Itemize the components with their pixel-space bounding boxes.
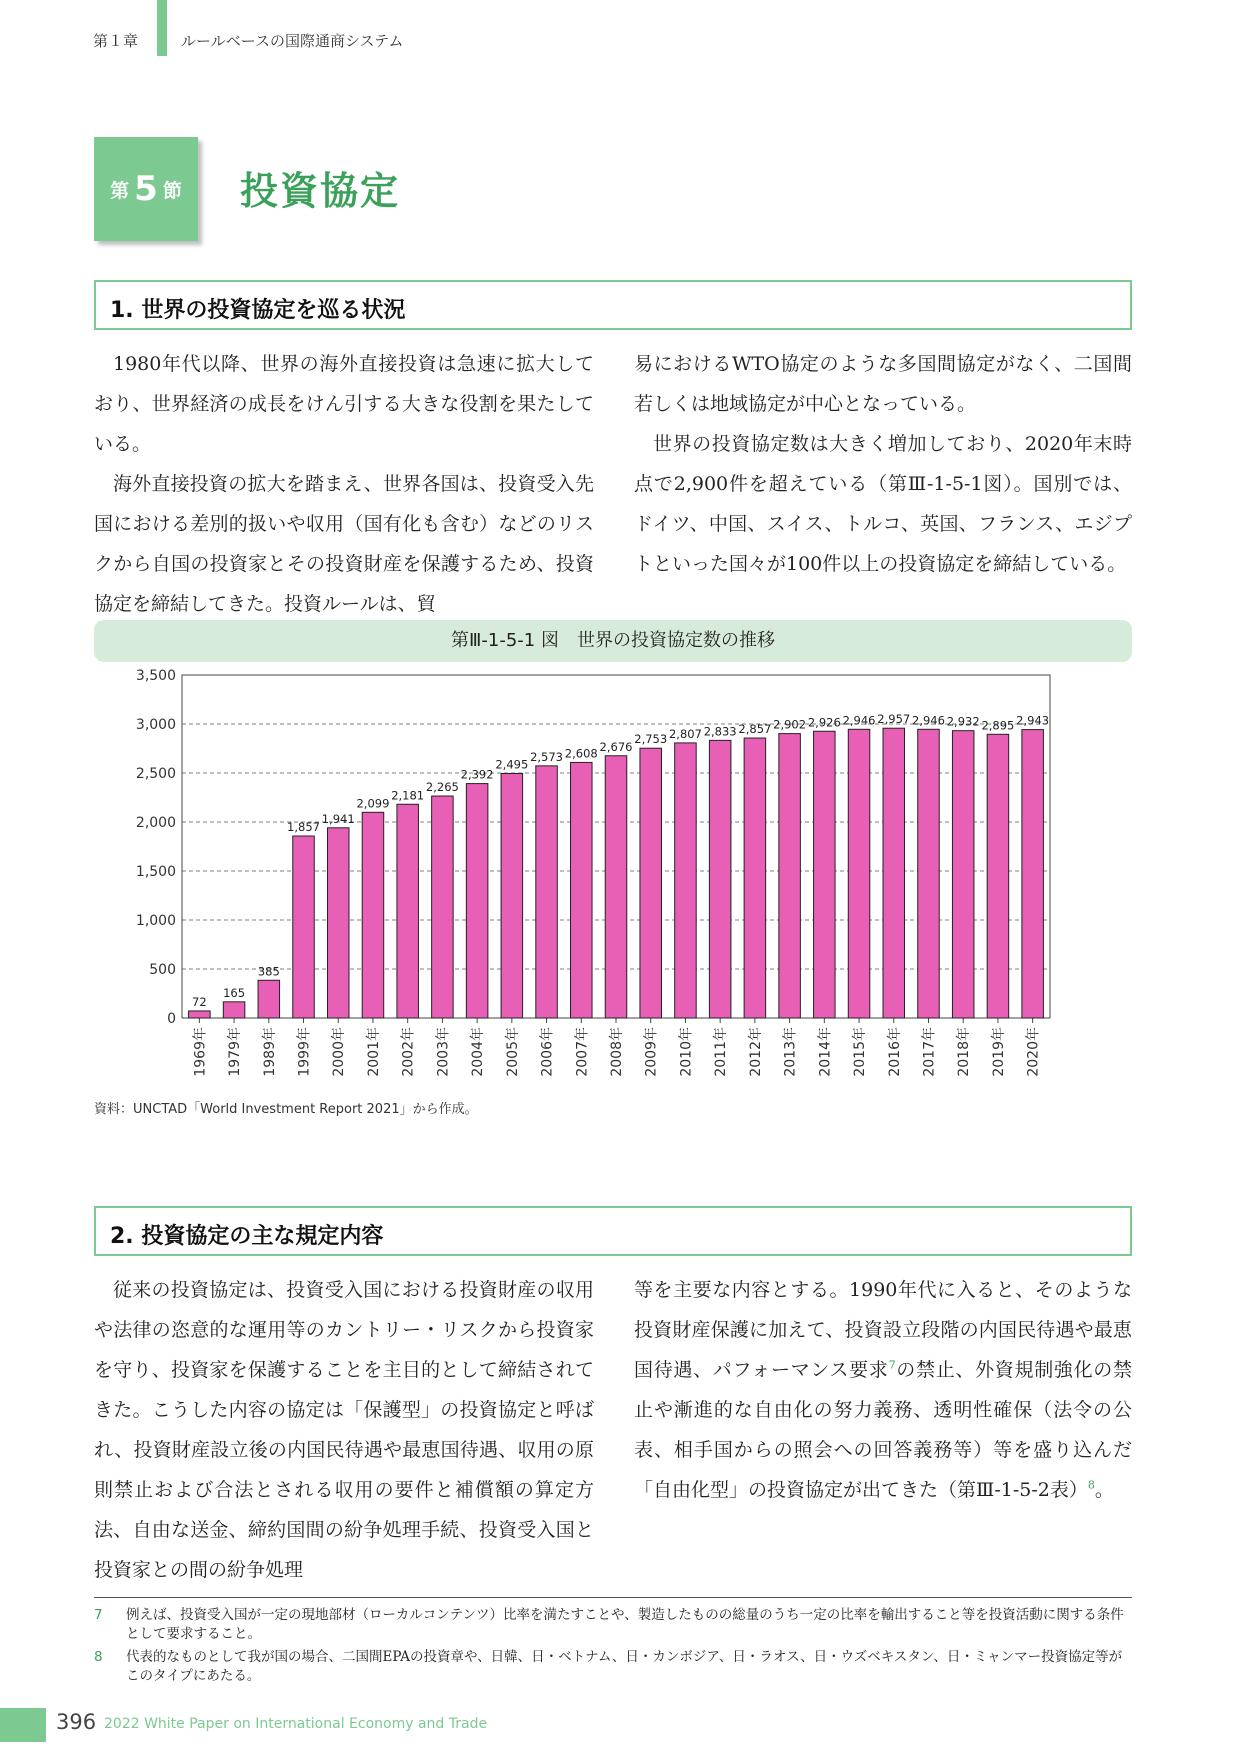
bar bbox=[466, 784, 488, 1018]
x-tick-label: 1999年 bbox=[296, 1027, 313, 1077]
header-accent-bar bbox=[157, 0, 167, 56]
text-run: 。 bbox=[1094, 1479, 1114, 1501]
y-tick-label: 0 bbox=[167, 1011, 176, 1027]
footnote-number: 8 bbox=[94, 1649, 103, 1665]
footnote-number: 7 bbox=[94, 1607, 103, 1623]
bar-value-label: 2,857 bbox=[738, 722, 772, 737]
y-tick-label: 3,500 bbox=[135, 668, 176, 684]
x-tick-label: 2010年 bbox=[678, 1027, 695, 1077]
footnote-text: 例えば、投資受入国が一定の現地部材（ローカルコンテンツ）比率を満たすことや、製造したものの総量のうち一定の比率を輸出すること等を投資活動に関する条件として要求すること。 bbox=[126, 1607, 1124, 1642]
sub1-left-column bbox=[94, 344, 594, 624]
sub1-right-column bbox=[634, 344, 1132, 584]
x-tick-label: 2012年 bbox=[747, 1027, 764, 1077]
bar-value-label: 2,573 bbox=[530, 749, 564, 764]
y-tick-label: 1,000 bbox=[135, 913, 176, 929]
x-tick-label: 2002年 bbox=[400, 1027, 417, 1077]
bar-value-label: 2,895 bbox=[981, 718, 1015, 733]
footer-accent-bar bbox=[0, 1708, 46, 1742]
x-tick-label: 2003年 bbox=[435, 1027, 452, 1077]
footnote-divider bbox=[94, 1597, 1132, 1598]
bar bbox=[952, 731, 974, 1018]
bar bbox=[397, 804, 419, 1018]
bar bbox=[189, 1011, 211, 1018]
bar bbox=[536, 766, 558, 1018]
x-tick-label: 1969年 bbox=[192, 1027, 209, 1077]
x-tick-label: 2011年 bbox=[713, 1027, 730, 1077]
x-tick-label: 2009年 bbox=[643, 1027, 660, 1077]
bar-value-label: 2,608 bbox=[564, 746, 598, 761]
chart-bars bbox=[189, 728, 1044, 1018]
bar-value-label: 2,946 bbox=[842, 713, 876, 728]
bar bbox=[744, 738, 766, 1018]
bar bbox=[675, 743, 697, 1018]
bar bbox=[327, 828, 349, 1018]
subsection-heading-2-text: 2. 投資協定の主な規定内容 bbox=[110, 1224, 384, 1249]
bar-value-label: 385 bbox=[257, 964, 280, 979]
bar bbox=[814, 731, 836, 1018]
bar-value-label: 2,807 bbox=[668, 726, 702, 741]
bar-value-label: 2,926 bbox=[807, 715, 841, 730]
x-tick-label: 2017年 bbox=[921, 1027, 938, 1077]
bar bbox=[501, 773, 523, 1018]
chapter-label: 第１章 bbox=[93, 32, 139, 50]
badge-number: 5 bbox=[134, 169, 158, 209]
x-tick-label: 2015年 bbox=[852, 1027, 869, 1077]
y-tick-label: 500 bbox=[149, 962, 176, 978]
bar-value-label: 2,099 bbox=[356, 796, 390, 811]
badge-suffix: 節 bbox=[162, 179, 182, 202]
bar bbox=[432, 796, 454, 1018]
bar bbox=[223, 1002, 245, 1018]
y-tick-label: 2,000 bbox=[135, 815, 176, 831]
figure-caption: 第Ⅲ-1-5-1 図 世界の投資協定数の推移 bbox=[94, 620, 1132, 662]
bar-value-label: 72 bbox=[192, 994, 207, 1009]
paragraph: 1980年代以降、世界の海外直接投資は急速に拡大しており、世界経済の成長をけん引する大きな役割を果たしている。 bbox=[94, 353, 594, 455]
paragraph: 世界の投資協定数は大きく増加しており、2020年末時点で2,900件を超えている（第Ⅲ-1-5-1図）。国別では、ドイツ、中国、スイス、トルコ、英国、フランス、エジプトといった国々が100件以上の投資協定を締結している。 bbox=[634, 433, 1132, 575]
bar-value-label: 2,181 bbox=[391, 788, 425, 803]
y-tick-label: 1,500 bbox=[135, 864, 176, 880]
x-tick-label: 2005年 bbox=[504, 1027, 521, 1077]
x-tick-label: 2008年 bbox=[609, 1027, 625, 1077]
subsection-heading-1 bbox=[94, 280, 1132, 330]
bar bbox=[293, 836, 315, 1018]
footnote-7 bbox=[94, 1606, 1132, 1646]
bar-value-label: 2,932 bbox=[946, 714, 980, 729]
bar-value-label: 1,941 bbox=[321, 811, 355, 826]
bar-value-label: 2,833 bbox=[703, 724, 737, 739]
bar-value-label: 2,957 bbox=[877, 712, 911, 727]
page-number: 396 bbox=[56, 1710, 97, 1734]
bar-value-label: 2,676 bbox=[599, 739, 633, 754]
bar bbox=[640, 748, 662, 1018]
text-run: 等を主要な内容とする。1990年代に入ると、そのような投資財産保護に加えて、投資設立段階の内国民待遇や最恵国待遇、パフォーマンス要求 bbox=[634, 1279, 1132, 1381]
bar-value-label: 2,495 bbox=[495, 757, 529, 772]
paragraph: 易におけるWTO協定のような多国間協定がなく、二国間若しくは地域協定が中心となっている。 bbox=[634, 353, 1132, 415]
section-badge bbox=[94, 137, 198, 241]
paragraph: 海外直接投資の拡大を踏まえ、世界各国は、投資受入先国における差別的扱いや収用（国有化も含む）などのリスクから自国の投資家とその投資財産を保護するため、投資協定を締結してきた。投資ルールは、貿 bbox=[94, 473, 594, 615]
bar bbox=[709, 740, 731, 1018]
x-tick-label: 2016年 bbox=[886, 1027, 903, 1077]
bar bbox=[605, 756, 627, 1018]
footnote-8 bbox=[94, 1648, 1132, 1688]
x-tick-label: 2001年 bbox=[365, 1027, 382, 1077]
x-tick-label: 1979年 bbox=[227, 1027, 244, 1077]
bar-value-label: 2,392 bbox=[460, 767, 494, 782]
bar bbox=[883, 728, 905, 1018]
bar-value-label: 165 bbox=[223, 985, 246, 1000]
bar bbox=[362, 812, 384, 1018]
x-tick-label: 2018年 bbox=[956, 1027, 973, 1077]
subsection-heading-2 bbox=[94, 1206, 1132, 1256]
y-tick-label: 2,500 bbox=[135, 766, 176, 782]
bar-value-label: 2,753 bbox=[634, 732, 668, 747]
bar-value-label: 2,902 bbox=[773, 717, 807, 732]
bar bbox=[571, 762, 593, 1018]
bar bbox=[1022, 730, 1044, 1018]
footnote-ref-8[interactable]: 8 bbox=[1087, 1478, 1095, 1492]
figure-source: 資料：UNCTAD「World Investment Report 2021」から作成。 bbox=[94, 1102, 478, 1117]
x-tick-label: 2019年 bbox=[990, 1027, 1007, 1077]
bar bbox=[987, 734, 1009, 1018]
chapter-title: ルールベースの国際通商システム bbox=[181, 32, 404, 50]
bar bbox=[918, 729, 940, 1018]
sub2-left-column bbox=[94, 1270, 594, 1590]
footer-title: 2022 White Paper on International Economy and Trade bbox=[104, 1716, 488, 1732]
section-title: 投資協定 bbox=[240, 168, 401, 213]
x-tick-label: 2014年 bbox=[817, 1027, 834, 1077]
x-tick-label: 2020年 bbox=[1025, 1027, 1042, 1077]
bar-value-label: 2,265 bbox=[425, 780, 459, 795]
bar bbox=[779, 734, 801, 1018]
x-tick-label: 2013年 bbox=[782, 1027, 799, 1077]
paragraph bbox=[634, 1270, 1132, 1510]
bar bbox=[848, 729, 870, 1018]
sub2-right-column bbox=[634, 1270, 1132, 1510]
x-tick-label: 2007年 bbox=[574, 1027, 591, 1077]
bar-value-label: 2,946 bbox=[912, 713, 945, 728]
footnote-ref-7[interactable]: 7 bbox=[888, 1358, 896, 1372]
subsection-heading-1-text: 1. 世界の投資協定を巡る状況 bbox=[110, 298, 406, 323]
badge-prefix: 第 bbox=[110, 179, 130, 202]
x-tick-label: 1989年 bbox=[261, 1027, 278, 1077]
bar-chart bbox=[120, 665, 1080, 1095]
x-tick-label: 2000年 bbox=[331, 1027, 348, 1077]
bar bbox=[258, 980, 280, 1018]
y-tick-label: 3,000 bbox=[135, 717, 176, 733]
footnote-text: 代表的なものとして我が国の場合、二国間EPAの投資章や、日韓、日・ベトナム、日・カンボジア、日・ラオス、日・ウズベキスタン、日・ミャンマー投資協定等がこのタイプにあたる。 bbox=[126, 1649, 1123, 1684]
paragraph: 従来の投資協定は、投資受入国における投資財産の収用や法律の恣意的な運用等のカントリー・リスクから投資家を守り、投資家を保護することを主目的として締結されてきた。こうした内容の協定は「保護型」の投資協定と呼ばれ、投資財産設立後の内国民待遇や最恵国待遇、収用の原則禁止および合法とされる収用の要件と補償額の算定方法、自由な送金、締約国間の紛争処理手続、投資受入国と投資家との間の紛争処理 bbox=[94, 1279, 594, 1581]
x-tick-label: 2006年 bbox=[539, 1027, 556, 1077]
bar-value-label: 1,857 bbox=[287, 820, 320, 835]
bar-value-label: 2,943 bbox=[1016, 713, 1050, 728]
x-tick-label: 2004年 bbox=[470, 1027, 487, 1077]
text-run: の禁止、外資規制強化の禁止や漸進的な自由化の努力義務、透明性確保（法令の公表、相手国からの照会への回答義務等）等を盛り込んだ「自由化型」の投資協定が出てきた（第Ⅲ-1-5-2表） bbox=[634, 1359, 1132, 1501]
